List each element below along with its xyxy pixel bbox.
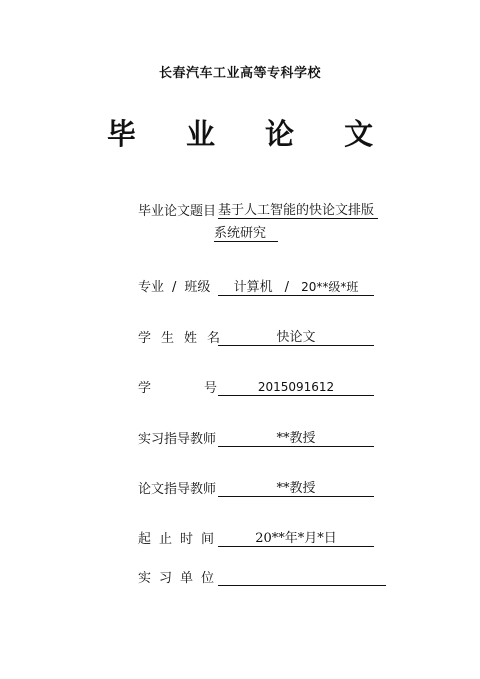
internship-unit-value	[218, 570, 386, 586]
major-class-value	[218, 280, 374, 296]
student-name-row	[138, 327, 374, 346]
major-class-label	[138, 276, 218, 295]
internship-unit-label: 实习单位	[138, 571, 223, 586]
student-id-label-text: 学号	[138, 381, 271, 396]
major-label: 专业	[138, 280, 165, 295]
document-title: 毕 业 论 文	[106, 117, 394, 151]
student-id-row	[138, 377, 374, 396]
student-id-value: 2015091612	[218, 380, 374, 396]
major-value: 计算机	[233, 280, 273, 295]
student-id-label	[138, 377, 271, 396]
internship-advisor-label: 实习指导教师	[138, 432, 217, 447]
internship-unit-row	[138, 567, 386, 586]
major-class-row	[138, 276, 374, 296]
topic-row	[138, 200, 378, 219]
class-value: 20**级*班	[301, 280, 359, 294]
student-name-label: 学生姓名	[138, 331, 231, 346]
period-label: 起止时间	[138, 532, 223, 547]
value-separator: /	[284, 280, 290, 295]
internship-advisor-value: **教授	[218, 431, 374, 447]
topic-label: 毕业论文题目	[138, 204, 217, 219]
label-slash: /	[172, 280, 177, 295]
class-label: 班级	[184, 280, 211, 295]
topic-value-line2: 系统研究	[214, 226, 278, 242]
period-value: 20**年*月*日	[218, 531, 374, 547]
school-name: 长春汽车工业高等专科学校	[158, 66, 321, 81]
student-name-value: 快论文	[218, 330, 374, 346]
period-row	[138, 528, 374, 547]
thesis-advisor-row	[138, 478, 374, 497]
thesis-advisor-value: **教授	[218, 481, 374, 497]
internship-advisor-row	[138, 428, 374, 447]
topic-value-line1: 基于人工智能的快论文排版	[218, 203, 378, 219]
thesis-advisor-label: 论文指导教师	[138, 482, 217, 497]
